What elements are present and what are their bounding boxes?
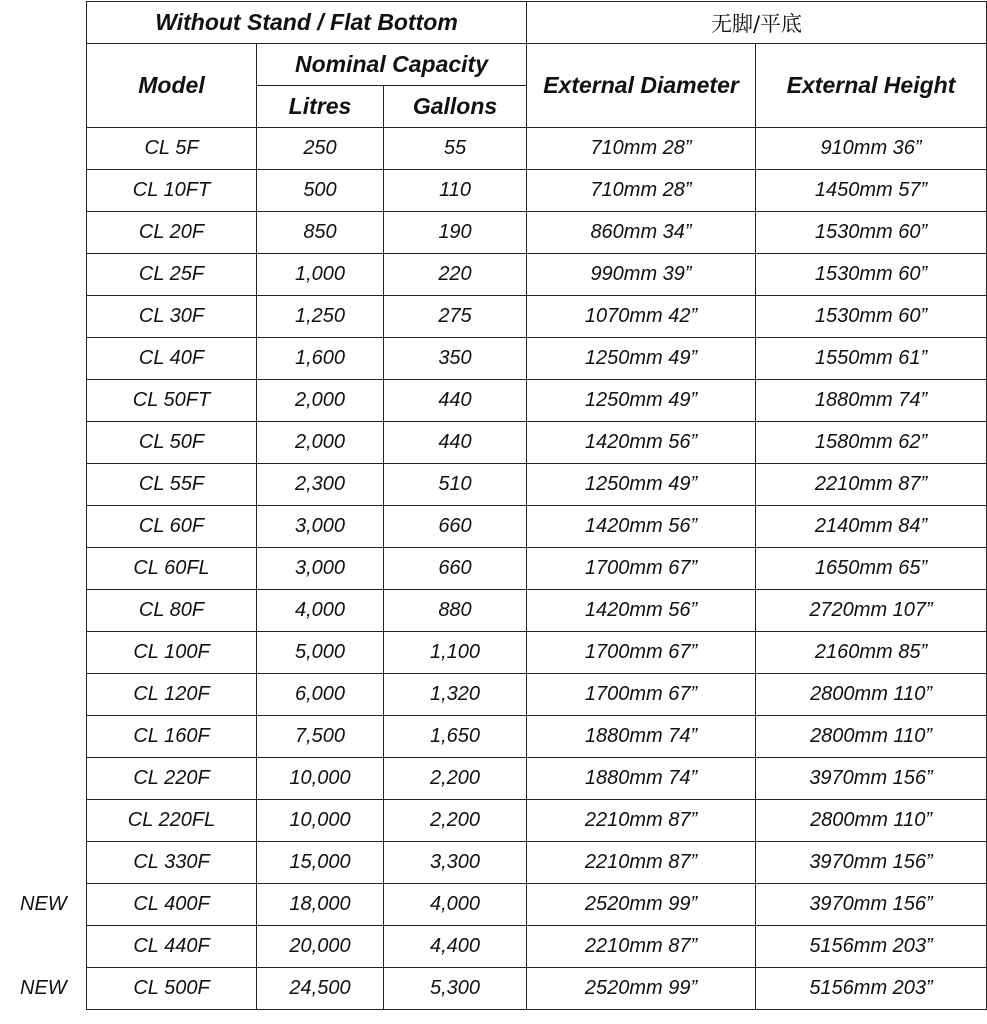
cell-model: CL 120F bbox=[87, 674, 257, 716]
cell-height: 1580mm 62” bbox=[756, 422, 987, 464]
cell-litres: 3,000 bbox=[257, 506, 384, 548]
cell-diameter: 990mm 39” bbox=[527, 254, 756, 296]
cell-gallons: 220 bbox=[384, 254, 527, 296]
cell-model: CL 5F bbox=[87, 128, 257, 170]
cell-height: 5156mm 203” bbox=[756, 968, 987, 1010]
table-row bbox=[87, 800, 987, 842]
table-row bbox=[87, 632, 987, 674]
cell-diameter: 1880mm 74” bbox=[527, 758, 756, 800]
cell-gallons: 510 bbox=[384, 464, 527, 506]
col-header-nominal-capacity: Nominal Capacity bbox=[257, 44, 527, 86]
cell-model: CL 100F bbox=[87, 632, 257, 674]
cell-height: 1550mm 61” bbox=[756, 338, 987, 380]
cell-litres: 2,000 bbox=[257, 380, 384, 422]
cell-gallons: 2,200 bbox=[384, 800, 527, 842]
cell-diameter: 2210mm 87” bbox=[527, 800, 756, 842]
cell-diameter: 1880mm 74” bbox=[527, 716, 756, 758]
table-row bbox=[87, 422, 987, 464]
table-row bbox=[87, 968, 987, 1010]
col-header-litres: Litres bbox=[257, 86, 384, 128]
cell-gallons: 4,000 bbox=[384, 884, 527, 926]
table-row bbox=[87, 548, 987, 590]
cell-diameter: 1070mm 42” bbox=[527, 296, 756, 338]
cell-diameter: 1250mm 49” bbox=[527, 380, 756, 422]
table-row bbox=[87, 254, 987, 296]
cell-height: 1880mm 74” bbox=[756, 380, 987, 422]
table-row bbox=[87, 758, 987, 800]
cell-height: 1530mm 60” bbox=[756, 296, 987, 338]
cell-diameter: 1420mm 56” bbox=[527, 506, 756, 548]
cell-height: 2800mm 110” bbox=[756, 716, 987, 758]
cell-model: CL 10FT bbox=[87, 170, 257, 212]
cell-litres: 3,000 bbox=[257, 548, 384, 590]
cell-height: 910mm 36” bbox=[756, 128, 987, 170]
cell-gallons: 5,300 bbox=[384, 968, 527, 1010]
cell-height: 2800mm 110” bbox=[756, 674, 987, 716]
table-row bbox=[87, 674, 987, 716]
cell-litres: 20,000 bbox=[257, 926, 384, 968]
cell-diameter: 1700mm 67” bbox=[527, 632, 756, 674]
cell-height: 2210mm 87” bbox=[756, 464, 987, 506]
cell-diameter: 710mm 28” bbox=[527, 170, 756, 212]
cell-litres: 250 bbox=[257, 128, 384, 170]
cell-gallons: 275 bbox=[384, 296, 527, 338]
cell-diameter: 1420mm 56” bbox=[527, 422, 756, 464]
cell-litres: 7,500 bbox=[257, 716, 384, 758]
cell-model: CL 220F bbox=[87, 758, 257, 800]
table-row bbox=[87, 170, 987, 212]
cell-height: 2800mm 110” bbox=[756, 800, 987, 842]
table-body bbox=[87, 128, 987, 1010]
cell-model: CL 400F bbox=[87, 884, 257, 926]
cell-gallons: 1,320 bbox=[384, 674, 527, 716]
table-row bbox=[87, 464, 987, 506]
cell-diameter: 710mm 28” bbox=[527, 128, 756, 170]
cell-model: CL 60F bbox=[87, 506, 257, 548]
cell-gallons: 440 bbox=[384, 422, 527, 464]
cell-diameter: 2210mm 87” bbox=[527, 842, 756, 884]
table-row bbox=[87, 128, 987, 170]
cell-diameter: 1420mm 56” bbox=[527, 590, 756, 632]
cell-model: CL 30F bbox=[87, 296, 257, 338]
table-row bbox=[87, 380, 987, 422]
cell-diameter: 1250mm 49” bbox=[527, 338, 756, 380]
cell-height: 3970mm 156” bbox=[756, 758, 987, 800]
cell-model: CL 440F bbox=[87, 926, 257, 968]
cell-gallons: 350 bbox=[384, 338, 527, 380]
cell-model: CL 40F bbox=[87, 338, 257, 380]
cell-height: 3970mm 156” bbox=[756, 884, 987, 926]
cell-model: CL 20F bbox=[87, 212, 257, 254]
cell-gallons: 660 bbox=[384, 548, 527, 590]
cell-litres: 2,300 bbox=[257, 464, 384, 506]
cell-height: 1530mm 60” bbox=[756, 212, 987, 254]
cell-model: CL 50FT bbox=[87, 380, 257, 422]
cell-litres: 1,250 bbox=[257, 296, 384, 338]
cell-gallons: 2,200 bbox=[384, 758, 527, 800]
cell-height: 1530mm 60” bbox=[756, 254, 987, 296]
col-header-gallons: Gallons bbox=[384, 86, 527, 128]
table-row bbox=[87, 338, 987, 380]
header-row-title bbox=[87, 2, 987, 44]
cell-litres: 10,000 bbox=[257, 800, 384, 842]
cell-diameter: 1700mm 67” bbox=[527, 674, 756, 716]
cell-gallons: 660 bbox=[384, 506, 527, 548]
col-header-external-diameter: External Diameter bbox=[527, 44, 756, 128]
spec-table bbox=[86, 1, 987, 1010]
cell-litres: 15,000 bbox=[257, 842, 384, 884]
cell-gallons: 1,100 bbox=[384, 632, 527, 674]
cell-diameter: 1250mm 49” bbox=[527, 464, 756, 506]
cell-model: CL 500F bbox=[87, 968, 257, 1010]
cell-litres: 500 bbox=[257, 170, 384, 212]
table-row bbox=[87, 926, 987, 968]
cell-gallons: 1,650 bbox=[384, 716, 527, 758]
table-row bbox=[87, 884, 987, 926]
new-badge: NEW bbox=[20, 977, 67, 999]
cell-model: CL 55F bbox=[87, 464, 257, 506]
cell-height: 3970mm 156” bbox=[756, 842, 987, 884]
cell-model: CL 60FL bbox=[87, 548, 257, 590]
cell-gallons: 3,300 bbox=[384, 842, 527, 884]
cell-gallons: 190 bbox=[384, 212, 527, 254]
cell-gallons: 880 bbox=[384, 590, 527, 632]
header-row-columns bbox=[87, 44, 987, 86]
cell-litres: 4,000 bbox=[257, 590, 384, 632]
cell-model: CL 220FL bbox=[87, 800, 257, 842]
table-title: Without Stand / Flat Bottom bbox=[87, 2, 527, 44]
cell-litres: 2,000 bbox=[257, 422, 384, 464]
col-header-external-height: External Height bbox=[756, 44, 987, 128]
cell-gallons: 4,400 bbox=[384, 926, 527, 968]
table-row bbox=[87, 212, 987, 254]
table-row bbox=[87, 842, 987, 884]
col-header-model: Model bbox=[87, 44, 257, 128]
cell-gallons: 440 bbox=[384, 380, 527, 422]
cell-litres: 850 bbox=[257, 212, 384, 254]
cell-diameter: 860mm 34” bbox=[527, 212, 756, 254]
cell-model: CL 160F bbox=[87, 716, 257, 758]
cell-litres: 6,000 bbox=[257, 674, 384, 716]
cell-gallons: 55 bbox=[384, 128, 527, 170]
cell-diameter: 2210mm 87” bbox=[527, 926, 756, 968]
new-badge: NEW bbox=[20, 893, 67, 915]
table-row bbox=[87, 716, 987, 758]
table-row bbox=[87, 506, 987, 548]
cell-diameter: 2520mm 99” bbox=[527, 968, 756, 1010]
cell-height: 2160mm 85” bbox=[756, 632, 987, 674]
table-row bbox=[87, 296, 987, 338]
cell-height: 2720mm 107” bbox=[756, 590, 987, 632]
cell-height: 2140mm 84” bbox=[756, 506, 987, 548]
table-title-cn: 无脚/平底 bbox=[527, 2, 987, 44]
cell-height: 1450mm 57” bbox=[756, 170, 987, 212]
cell-model: CL 25F bbox=[87, 254, 257, 296]
cell-gallons: 110 bbox=[384, 170, 527, 212]
cell-litres: 18,000 bbox=[257, 884, 384, 926]
cell-litres: 5,000 bbox=[257, 632, 384, 674]
cell-model: CL 330F bbox=[87, 842, 257, 884]
cell-litres: 1,000 bbox=[257, 254, 384, 296]
cell-litres: 24,500 bbox=[257, 968, 384, 1010]
cell-diameter: 1700mm 67” bbox=[527, 548, 756, 590]
table-row bbox=[87, 590, 987, 632]
cell-litres: 1,600 bbox=[257, 338, 384, 380]
cell-height: 1650mm 65” bbox=[756, 548, 987, 590]
cell-model: CL 80F bbox=[87, 590, 257, 632]
cell-litres: 10,000 bbox=[257, 758, 384, 800]
new-label-column bbox=[0, 0, 86, 1024]
cell-model: CL 50F bbox=[87, 422, 257, 464]
cell-diameter: 2520mm 99” bbox=[527, 884, 756, 926]
cell-height: 5156mm 203” bbox=[756, 926, 987, 968]
